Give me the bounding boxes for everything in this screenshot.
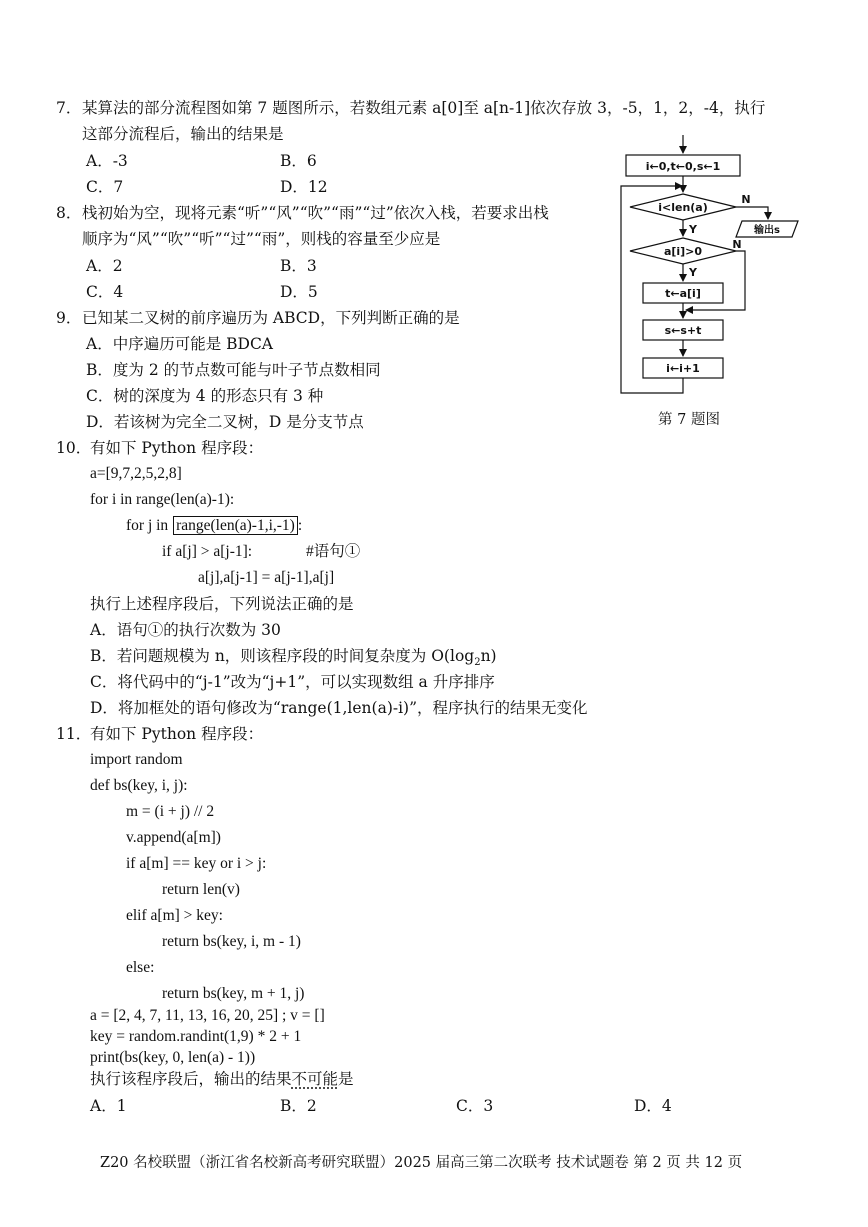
q11-code-line: def bs(key, i, j): <box>90 777 188 794</box>
flow-assign-t-text: t←a[i] <box>665 287 701 300</box>
q10-code-line4: if a[j] > a[j-1]: <box>162 543 253 560</box>
q11-code-line: elif a[m] > key: <box>126 907 223 924</box>
flow-assign-s-text: s←s+t <box>664 324 702 337</box>
q10-question: 执行上述程序段后，下列说法正确的是 <box>90 595 354 613</box>
q10-option-c: C．将代码中的“j-1”改为“j+1”，可以实现数组 a 升序排序 <box>90 673 495 691</box>
flow-arrow-cond1-no <box>736 207 768 219</box>
q9-stem: 已知某二叉树的前序遍历为 ABCD，下列判断正确的是 <box>82 309 460 327</box>
q11-option-c: C．3 <box>456 1097 494 1115</box>
q8-stem-line2: 顺序为“风”“吹”“听”“过”“雨”，则栈的容量至少应是 <box>82 230 441 248</box>
q7-figure-caption: 第 7 题图 <box>658 412 720 428</box>
q11-question <box>90 1069 354 1089</box>
q10-option-b-tail: n) <box>480 647 497 665</box>
q11-code-line: m = (i + j) // 2 <box>126 803 215 820</box>
q7-stem-line1: 某算法的部分流程图如第 7 题图所示，若数组元素 a[0]至 a[n-1]依次存放 3，-5，1，2，-4，执行 <box>82 99 766 117</box>
q10-code-line3-prefix: for j in <box>126 517 173 534</box>
q11-code-line: key = random.randint(1,9) * 2 + 1 <box>90 1028 302 1045</box>
q11-option-b: B．2 <box>280 1097 317 1115</box>
q8-option-d: D．5 <box>280 283 318 301</box>
q11-code-line: else: <box>126 959 155 976</box>
flow-label-n1: N <box>741 193 751 206</box>
q8-option-a: A．2 <box>86 257 123 275</box>
q8-option-b: B．3 <box>280 257 317 275</box>
q7-option-d: D．12 <box>280 178 328 196</box>
q11-question-text: 执行该程序段后，输出的结果 <box>90 1070 292 1088</box>
q9-option-a: A．中序遍历可能是 BDCA <box>86 335 273 353</box>
q11-code-line: v.append(a[m]) <box>126 829 221 846</box>
q9-option-d: D．若该树为完全二叉树，D 是分支节点 <box>86 413 364 431</box>
flow-label-y1: Y <box>689 223 697 236</box>
q10-code-line5: a[j],a[j-1] = a[j-1],a[j] <box>198 569 335 586</box>
q10-option-d: D．将加框处的语句修改为“range(1,len(a)-i)”，程序执行的结果无变化 <box>90 699 588 717</box>
q10-code-line3-suffix: : <box>297 517 303 534</box>
flow-cond1-text: i<len(a) <box>658 201 708 214</box>
q11-code-line: print(bs(key, 0, len(a) - 1)) <box>90 1049 256 1066</box>
q9-number: 9． <box>56 309 82 327</box>
q8-number: 8． <box>56 204 82 222</box>
q8-option-c: C．4 <box>86 283 124 301</box>
q10-option-a: A．语句①的执行次数为 30 <box>90 621 281 639</box>
q9-option-b: B．度为 2 的节点数可能与叶子节点数相同 <box>86 361 381 379</box>
q10-option-b <box>90 646 497 673</box>
q11-question-tail: 是 <box>338 1070 354 1088</box>
q7-option-a: A．-3 <box>86 152 128 170</box>
flow-arrow-cond2-no <box>688 251 745 310</box>
q7-option-b: B．6 <box>280 152 317 170</box>
q10-code-line3 <box>126 516 302 536</box>
page-footer: Z20 名校联盟（浙江省名校新高考研究联盟）2025 届高三第二次联考 技术试题卷 第 2 页 共 12 页 <box>100 1155 743 1171</box>
q11-intro: 有如下 Python 程序段： <box>90 725 264 743</box>
q7-flowchart <box>600 130 830 440</box>
q11-option-d: D．4 <box>634 1097 672 1115</box>
flow-output-text: 输出s <box>754 225 780 236</box>
q10-boxed-statement: range(len(a)-1,i,-1) <box>173 516 298 535</box>
flow-label-n2: N <box>732 238 742 251</box>
flow-incr-text: i←i+1 <box>666 362 700 375</box>
q7-option-c: C．7 <box>86 178 124 196</box>
q9-option-c: C．树的深度为 4 的形态只有 3 种 <box>86 387 324 405</box>
q8-stem-line1: 栈初始为空，现将元素“听”“风”“吹”“雨”“过”依次入栈，若要求出栈 <box>82 204 549 222</box>
q7-stem-line2: 这部分流程后，输出的结果是 <box>82 125 284 143</box>
q7-number: 7． <box>56 99 82 117</box>
q11-option-a: A．1 <box>90 1097 127 1115</box>
q10-number: 10． <box>56 439 92 457</box>
q10-intro: 有如下 Python 程序段： <box>90 439 264 457</box>
q10-code-line2: for i in range(len(a)-1): <box>90 491 235 508</box>
q11-number: 11． <box>56 725 92 743</box>
q11-question-emphasis: 不可能 <box>291 1070 339 1088</box>
q10-code-comment: #语句① <box>306 543 361 560</box>
q10-option-b-subscript: 2 <box>474 657 481 669</box>
q11-code-line: return bs(key, i, m - 1) <box>162 933 301 950</box>
q11-code-line: return len(v) <box>162 881 240 898</box>
flow-cond2-text: a[i]>0 <box>663 245 703 258</box>
q11-code-line: if a[m] == key or i > j: <box>126 855 267 872</box>
q11-code-line: import random <box>90 751 183 768</box>
flow-init-text: i←0,t←0,s←1 <box>645 160 721 173</box>
q11-code-line: a = [2, 4, 7, 11, 13, 16, 20, 25] ; v = [] <box>90 1007 325 1024</box>
q10-code-line1: a=[9,7,2,5,2,8] <box>90 465 182 482</box>
q11-code-line: return bs(key, m + 1, j) <box>162 985 305 1002</box>
flow-label-y2: Y <box>689 266 697 279</box>
q10-option-b-text: B．若问题规模为 n，则该程序段的时间复杂度为 O(log <box>90 647 475 665</box>
